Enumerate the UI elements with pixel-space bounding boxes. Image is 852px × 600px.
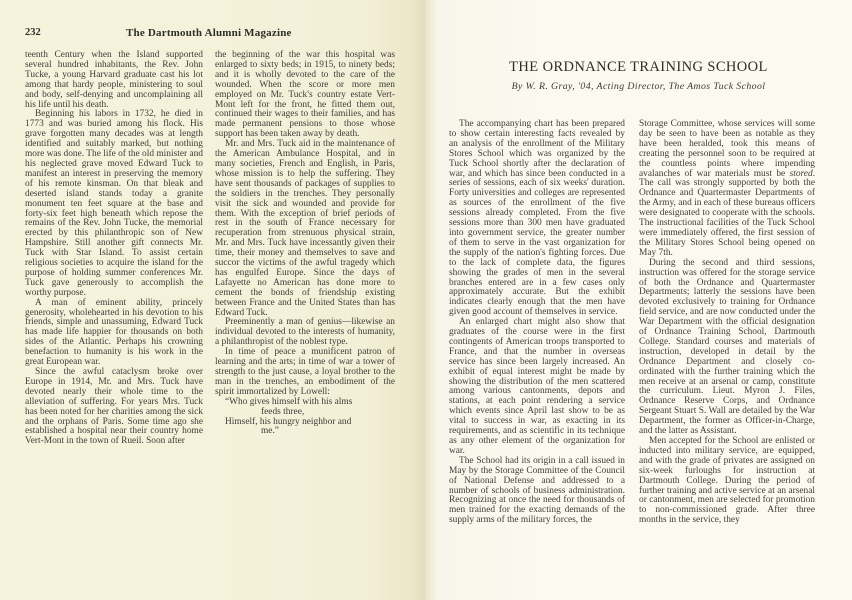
paragraph-text: . The call was strongly supported by both the Ordnance and Quartermaster Departments of the Army, and in each of these bureaus officers were designated to cooperate with the schools. The instructional facilities of the Tuck School were immediately offered, the first session of the Military Stores School being opened on May 7th. xyxy=(639,168,815,258)
paragraph: Since the awful cataclysm broke over Europe in 1914, Mr. and Mrs. Tuck have devoted nearly their whole time to the alleviation of suffering. For years Mrs. Tuck has been noted for her charities among the sick and the orphans of Paris. Some time ago she established a hospital near their country home Vert-Mont in the town of Rueil. Soon after xyxy=(25,367,203,447)
quote-line: Himself, his hungry neighbor and xyxy=(225,416,352,427)
quote-line: “Who gives himself with his alms xyxy=(225,396,353,407)
paragraph xyxy=(639,120,815,259)
right-column-1 xyxy=(449,120,625,526)
article-title: THE ORDNANCE TRAINING SCHOOL xyxy=(509,59,768,75)
paragraph: Beginning his labors in 1732, he died in 1773 and was buried among his flock. His grave forgotten many decades was at length identified and suitably marked, but nothing more was done. The life of the old minister and his neglected grave moved Edward Tuck to manifest an interest in preserving the memory of his remote kinsman. On that bleak and deserted island stands today a granite monument ten feet square at the base and forty-six feet high beneath which repose the remains of the Rev. John Tucke, the memorial erected by this philanthropic son of New Hampshire. Still another gift connects Mr. Tuck with Star Island. To assist certain religious societies to acquire the island for the purpose of holding summer conferences Mr. Tuck gave generously to accomplish the worthy purpose. xyxy=(25,109,203,298)
emphasis-stored: stored xyxy=(789,168,813,179)
left-column-1 xyxy=(25,51,203,447)
left-column-2 xyxy=(215,51,395,437)
paragraph: In time of peace a munificent patron of learning and the arts; in time of war a tower of strength to the just cause, a loyal brother to the man in the trenches, an embodiment of the spirit immortalized by Lowell: xyxy=(215,347,395,397)
paragraph: The accompanying chart has been prepared to show certain interesting facts revealed by an analysis of the enrollment of the Military Stores School which was organized by the Tuck School shortly after the declaration of war, and which has since been conducted in a series of sessions, each of six weeks' duration. Forty universities and colleges are represented as sources of the enrollment of the five sessions already completed. From the five sessions more than 300 men have graduated into government service, the greater number of them to serve in the vast organization for the supply of the nation's fighting forces. Due to the lack of complete data, the figures showing the grades of men in the several branches entered are in a few cases only approximately accurate. But the exhibit indicates clearly enough that the men have given good account of themselves in service. xyxy=(449,119,625,318)
paragraph-text: Storage Committee, whose services will some day be seen to have been as notable as they have been heralded, took this means of creating the personnel soon to be required at the countless points where impending avalanches of war materials must be xyxy=(639,119,815,179)
paragraph: The School had its origin in a call issued in May by the Storage Committee of the Council of National Defense and addressed to a number of schools of business administration. Recognizing at once the need for thousands of men trained for the exacting demands of the supply arms of the military forces, the xyxy=(449,455,625,526)
paragraph: During the second and third sessions, instruction was offered for the storage service of both the Ordnance and Quartermaster Departments; latterly the sessions have been devoted exclusively to training for Ordnance field service, and are now conducted under the War Department with the official designation of Ordnance Training School, Dartmouth College. Standard courses and materials of instruction, developed in detail by the Ordnance Department and closely co-ordinated with the further training which the men receive at an arsenal or camp, constitute the curriculum. Lieut. Myron J. Files, Ordnance Reserve Corps, and Ordnance Sergeant Stuart S. Wall are detailed by the War Department, the former as Officer-in-Charge, and the latter as Assistant. xyxy=(639,257,815,437)
lowell-quote xyxy=(215,398,395,438)
quote-line: feeds three, xyxy=(261,406,305,417)
page-number: 232 xyxy=(25,27,41,38)
paragraph: A man of eminent ability, princely generosity, wholehearted in his devotion to his friends, simple and unassuming, Edward Tuck has made life happier for thousands on both sides of the Atlantic. Perhaps his crowning benefaction to humanity is his work in the great European war. xyxy=(25,297,203,368)
paragraph: Men accepted for the School are enlisted or inducted into military service, are equipped, and with the grade of privates are assigned on six-week furloughs for instruction at Dartmouth College. During the period of further training and active service at an arsenal or cantonment, men are selected for promotion to non-commissioned grade. After three months in the service, they xyxy=(639,436,815,526)
right-column-2 xyxy=(639,120,815,526)
paragraph: Preeminently a man of genius—likewise an individual devoted to the interests of humanity, a philanthropist of the noblest type. xyxy=(215,317,395,348)
paragraph: An enlarged chart might also show that graduates of the course were in the first contingents of American troops transported to France, and that the number in overseas service has since been largely increased. An exhibit of equal interest might be made by showing the distribution of the men scattered among various cantonments, depots and stations, at each point rendering a service which events since April last show to be as vital to success in war, as exacting in its requirements, and as scientific in its technique as any other element of the organization for war. xyxy=(449,317,625,456)
quote-line: me.” xyxy=(261,426,279,437)
byline: By W. R. Gray, '04, Acting Director, The Amos Tuck School xyxy=(511,81,766,92)
paragraph: teenth Century when the Island supported several hundred inhabitants, the Rev. John Tucke, a young Harvard graduate cast his lot among that hardy people, ministering to soul and body, self-denying and uncomplaining all his life until his death. xyxy=(25,50,203,110)
paragraph: Mr. and Mrs. Tuck aid in the maintenance of the American Ambulance Hospital, and in many societies, French and English, in Paris, whose mission is to help the suffering. They have sent thousands of packages of supplies to the soldiers in the trenches. They personally visit the sick and wounded and provide for them. With the exception of brief periods of rest in the south of France necessary for recuperation from strenuous physical strain, Mr. and Mrs. Tuck have incessantly given their time, their money and themselves to save and succor the victims of the awful tragedy which has engulfed Europe. Since the days of Lafayette no American has done more to cement the bonds of friendship existing between France and the United States than has Edward Tuck. xyxy=(215,139,395,318)
running-title: The Dartmouth Alumni Magazine xyxy=(126,27,292,39)
paragraph: the beginning of the war this hospital was enlarged to sixty beds; in 1915, to ninety beds; and it is wholly devoted to the care of the wounded. When the score or more men employed on Mr. Tuck's country estate Vert-Mont left for the front, he fitted them out, continued their wages to their families, and has made permanent pensions to those whose support has been taken away by death. xyxy=(215,50,395,140)
